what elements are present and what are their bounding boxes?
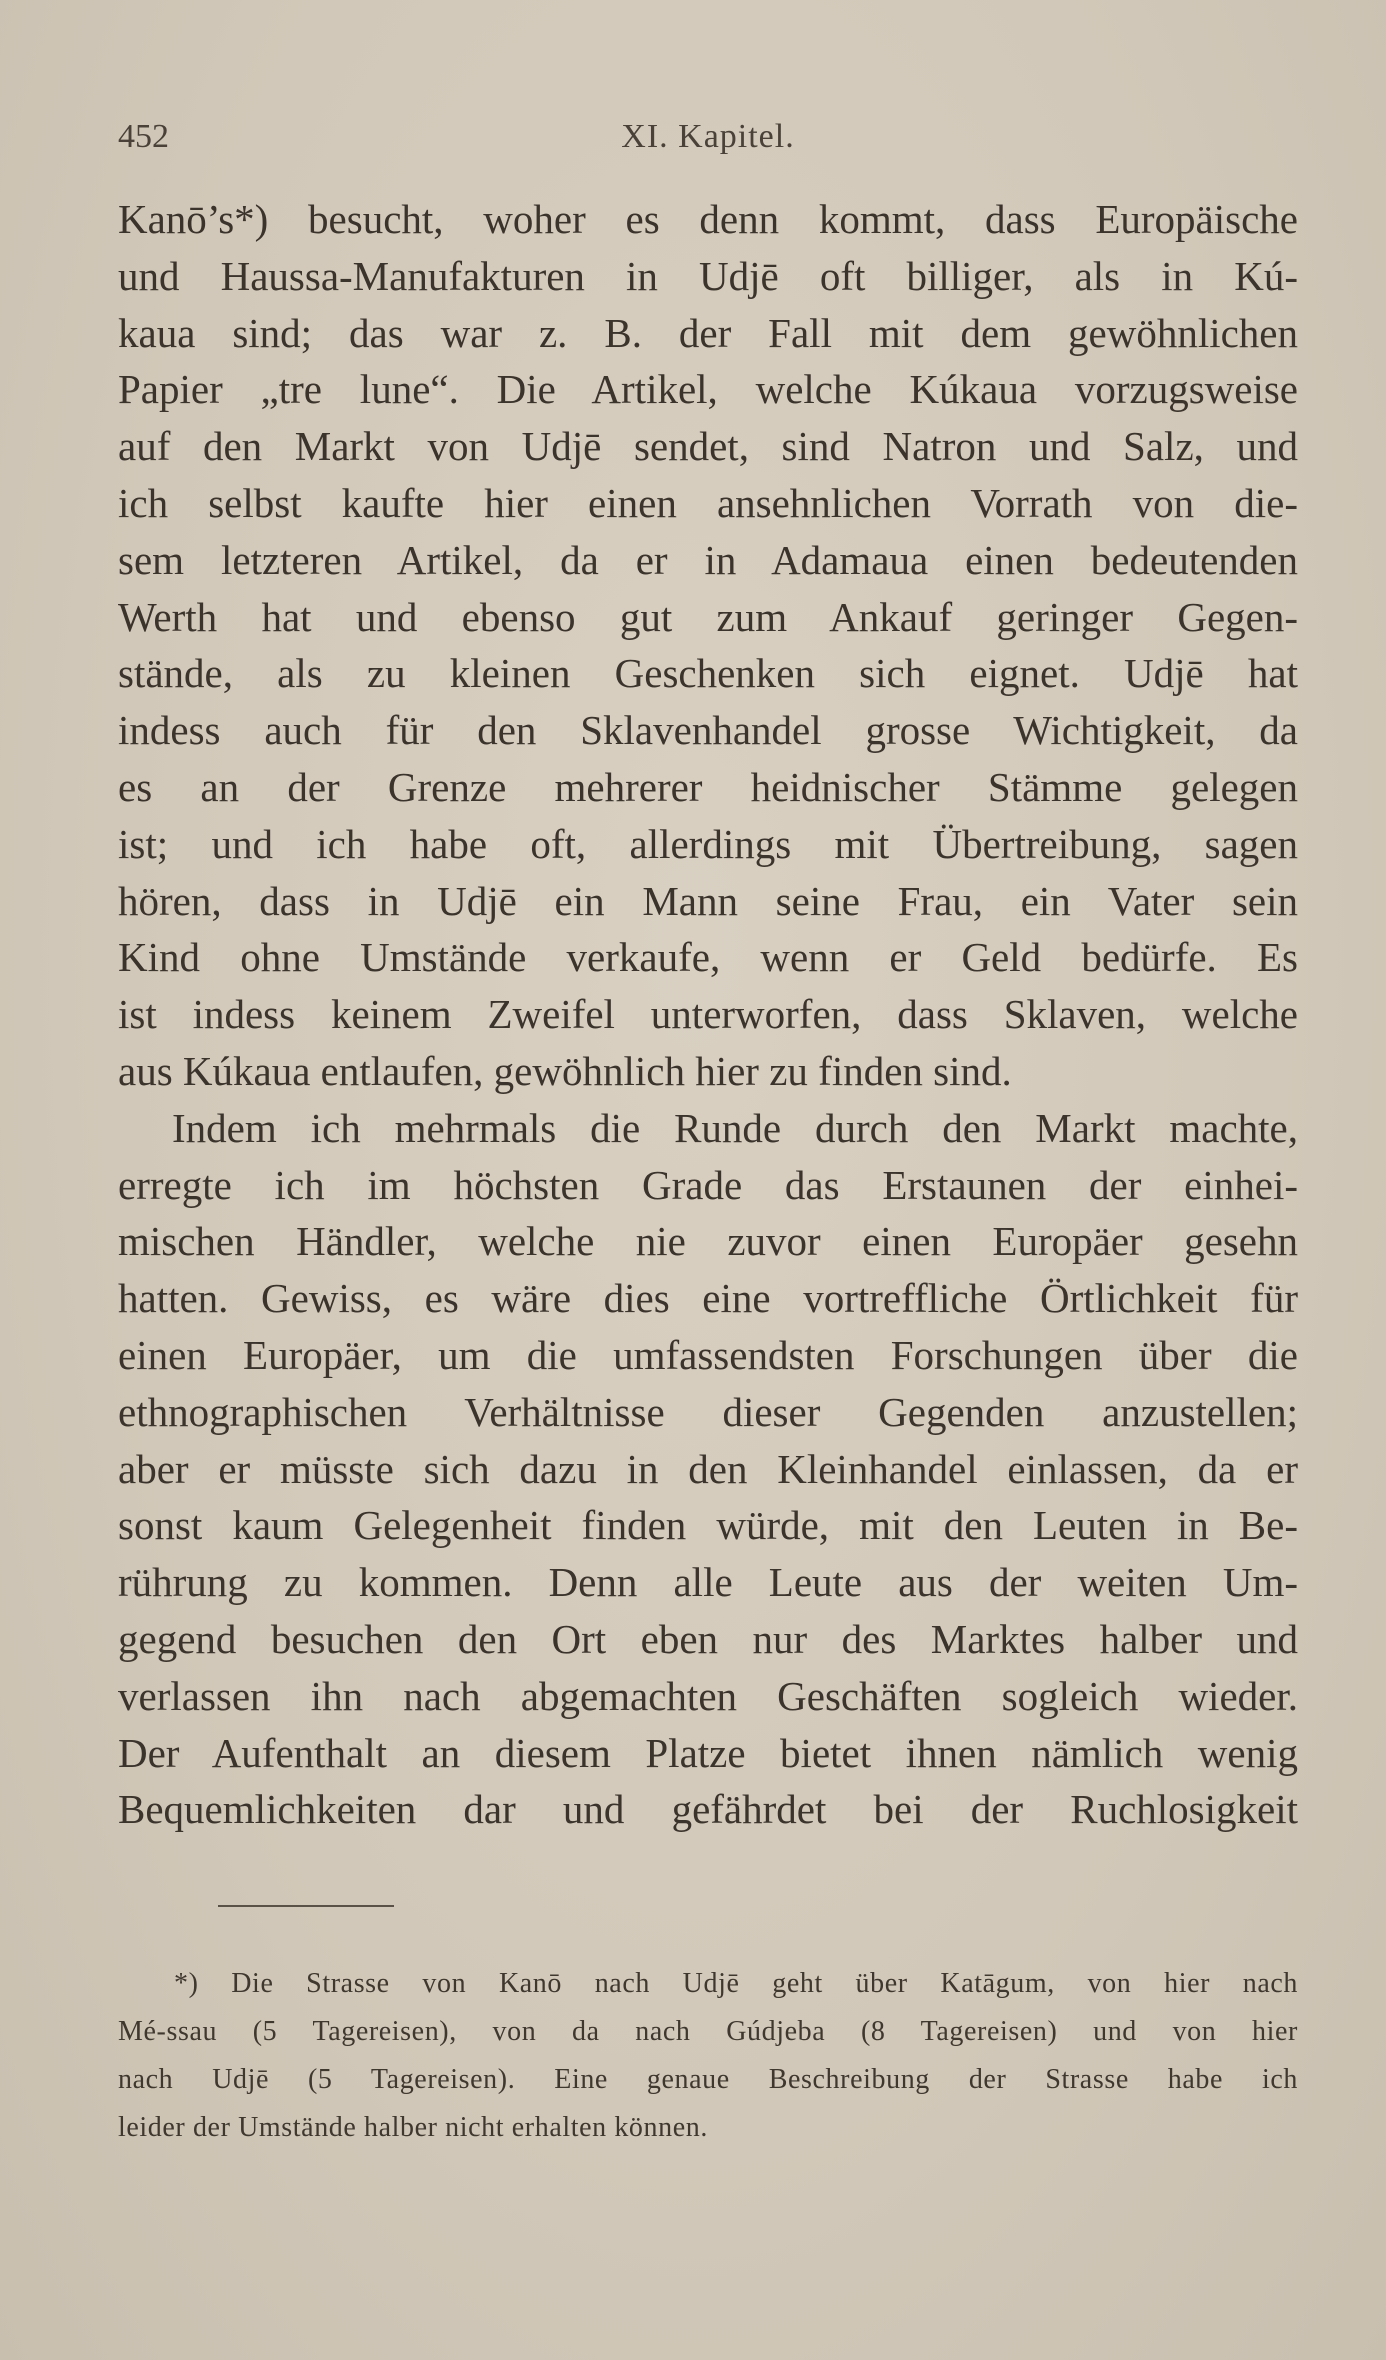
page-header xyxy=(118,118,1298,168)
text-line: aus Kúkaua entlaufen, gewöhnlich hier zu finden sind. xyxy=(118,1047,1012,1094)
text-line: Der Aufenthalt an diesem Platze bietet ihnen nämlich wenig xyxy=(118,1729,1298,1776)
text-line: Papier „tre lune“. Die Artikel, welche Kúkaua vorzugsweise xyxy=(118,366,1298,413)
footnote xyxy=(118,1960,1298,2152)
text-line: indess auch für den Sklavenhandel grosse Wichtigkeit, da xyxy=(118,707,1298,754)
footnote-line: *) Die Strasse von Kanō nach Udjē geht über Katāgum, von hier nach xyxy=(174,1968,1298,1999)
text-line: ist; und ich habe oft, allerdings mit Übertreibung, sagen xyxy=(118,820,1298,867)
text-line: stände, als zu kleinen Geschenken sich eignet. Udjē hat xyxy=(118,650,1298,697)
text-line: erregte ich im höchsten Grade das Erstaunen der einhei- xyxy=(118,1161,1298,1208)
text-line: ist indess keinem Zweifel unterworfen, dass Sklaven, welche xyxy=(118,991,1298,1038)
text-line: Werth hat und ebenso gut zum Ankauf geringer Gegen- xyxy=(118,593,1298,640)
footnote-divider xyxy=(218,1905,394,1907)
text-line: aber er müsste sich dazu in den Kleinhandel einlassen, da er xyxy=(118,1445,1298,1492)
text-line: sonst kaum Gelegenheit finden würde, mit den Leuten in Be- xyxy=(118,1502,1298,1549)
footnote-line: nach Udjē (5 Tagereisen). Eine genaue Beschreibung der Strasse habe ich xyxy=(118,2064,1298,2095)
page-number: 452 xyxy=(118,118,169,155)
running-title: XI. Kapitel. xyxy=(621,118,795,155)
text-line: ich selbst kaufte hier einen ansehnlichen Vorrath von die- xyxy=(118,479,1298,526)
text-line: Kanō’s*) besucht, woher es denn kommt, dass Europäische xyxy=(118,196,1298,242)
footnote-line: Mé-ssau (5 Tagereisen), von da nach Gúdjeba (8 Tagereisen) und von hier xyxy=(118,2016,1298,2047)
text-line: rührung zu kommen. Denn alle Leute aus der weiten Um- xyxy=(118,1559,1298,1606)
text-line: ethnographischen Verhältnisse dieser Gegenden anzustellen; xyxy=(118,1388,1298,1435)
text-line: sem letzteren Artikel, da er in Adamaua einen bedeutenden xyxy=(118,536,1298,583)
text-line: Kind ohne Umstände verkaufe, wenn er Geld bedürfe. Es xyxy=(118,934,1298,981)
text-line: Indem ich mehrmals die Runde durch den Markt machte, xyxy=(172,1104,1298,1151)
text-line: hatten. Gewiss, es wäre dies eine vortreffliche Örtlichkeit für xyxy=(118,1275,1298,1322)
text-line: verlassen ihn nach abgemachten Geschäften sogleich wieder. xyxy=(118,1672,1298,1719)
text-line: auf den Markt von Udjē sendet, sind Natron und Salz, und xyxy=(118,423,1298,470)
text-line: gegend besuchen den Ort eben nur des Marktes halber und xyxy=(118,1615,1298,1662)
text-line: es an der Grenze mehrerer heidnischer Stämme gelegen xyxy=(118,763,1298,810)
text-line: hören, dass in Udjē ein Mann seine Frau, ein Vater sein xyxy=(118,877,1298,924)
text-line: kaua sind; das war z. B. der Fall mit dem gewöhnlichen xyxy=(118,309,1298,356)
text-line: mischen Händler, welche nie zuvor einen Europäer gesehn xyxy=(118,1218,1298,1265)
text-line: einen Europäer, um die umfassendsten Forschungen über die xyxy=(118,1331,1298,1378)
body-text xyxy=(118,191,1298,1838)
footnote-line: leider der Umstände halber nicht erhalten können. xyxy=(118,2112,708,2143)
text-line: und Haussa-Manufakturen in Udjē oft billiger, als in Kú- xyxy=(118,252,1298,299)
text-line: Bequemlichkeiten dar und gefährdet bei der Ruchlosigkeit xyxy=(118,1786,1298,1833)
